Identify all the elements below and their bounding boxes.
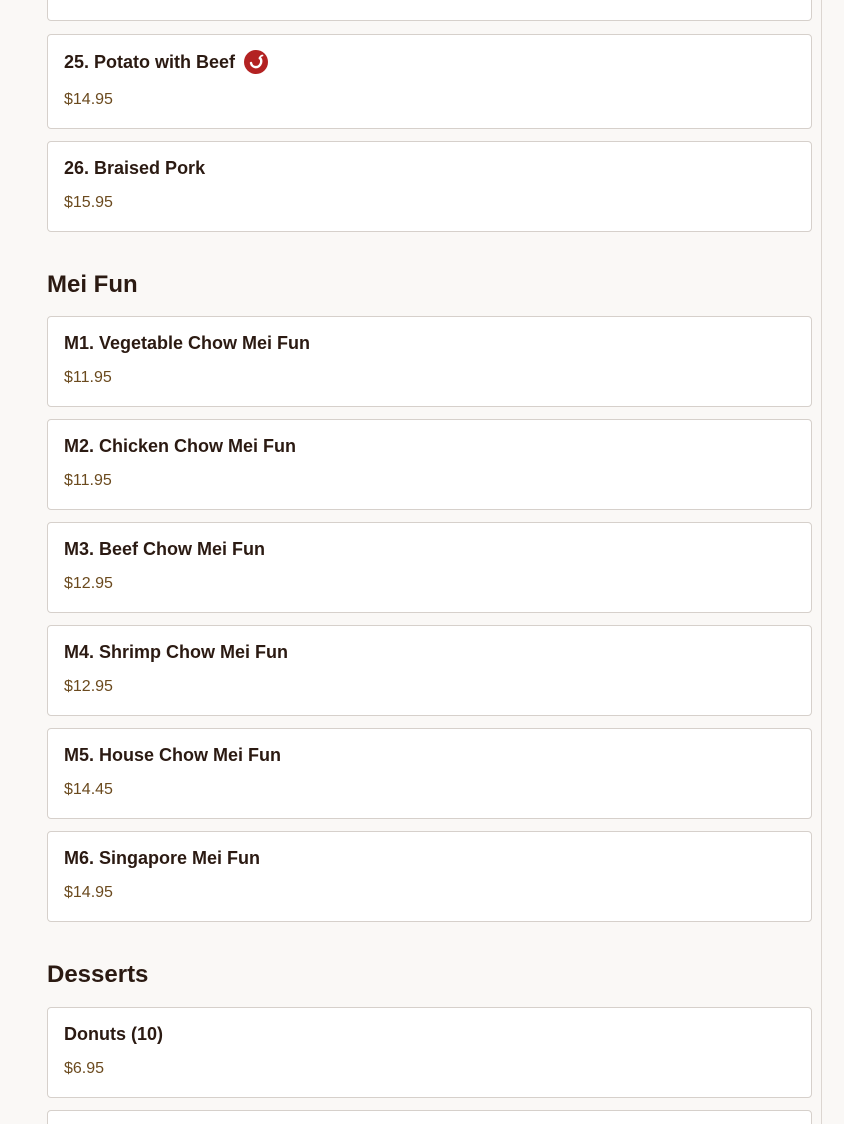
menu-item-price: $15.95 <box>64 194 113 211</box>
menu-item-card[interactable] <box>47 316 812 407</box>
menu-item-card[interactable] <box>47 1007 812 1098</box>
section-title-desserts: Desserts <box>47 961 149 988</box>
menu-item-card[interactable] <box>47 728 812 819</box>
menu-item-name: 25. Potato with Beef <box>64 51 236 72</box>
section-title-mei-fun: Mei Fun <box>47 271 138 298</box>
menu-item-name: Donuts (10) <box>64 1024 163 1044</box>
menu-item-price: $14.45 <box>64 781 113 798</box>
menu-item-price: $14.95 <box>64 884 113 901</box>
menu-item-price: $11.95 <box>64 369 112 386</box>
menu-item-name: M5. House Chow Mei Fun <box>64 745 282 765</box>
menu-item-price: $11.95 <box>64 472 112 489</box>
menu-item-card-partial-bottom[interactable] <box>47 1110 812 1124</box>
menu-item-card[interactable] <box>47 522 812 613</box>
menu-item-name: M3. Beef Chow Mei Fun <box>64 539 266 559</box>
menu-item-price: $6.95 <box>64 1060 105 1077</box>
menu-item-name-row <box>64 50 268 74</box>
menu-item-name: M4. Shrimp Chow Mei Fun <box>64 642 288 662</box>
menu-item-card[interactable] <box>47 831 812 922</box>
menu-item-name: 26. Braised Pork <box>64 158 206 178</box>
menu-item-name: M1. Vegetable Chow Mei Fun <box>64 333 311 353</box>
menu-item-card[interactable] <box>47 419 812 510</box>
spicy-pepper-icon <box>244 50 268 74</box>
menu-item-price: $14.95 <box>64 91 113 108</box>
menu-item-card[interactable] <box>47 625 812 716</box>
menu-item-card[interactable] <box>47 141 812 232</box>
menu-item-card-partial-top[interactable] <box>47 0 812 21</box>
menu-item-name: M6. Singapore Mei Fun <box>64 848 261 868</box>
menu-item-name: M2. Chicken Chow Mei Fun <box>64 436 297 456</box>
menu-item-price: $12.95 <box>64 575 113 592</box>
menu-item-price: $12.95 <box>64 678 113 695</box>
menu-item-card[interactable] <box>47 34 812 129</box>
